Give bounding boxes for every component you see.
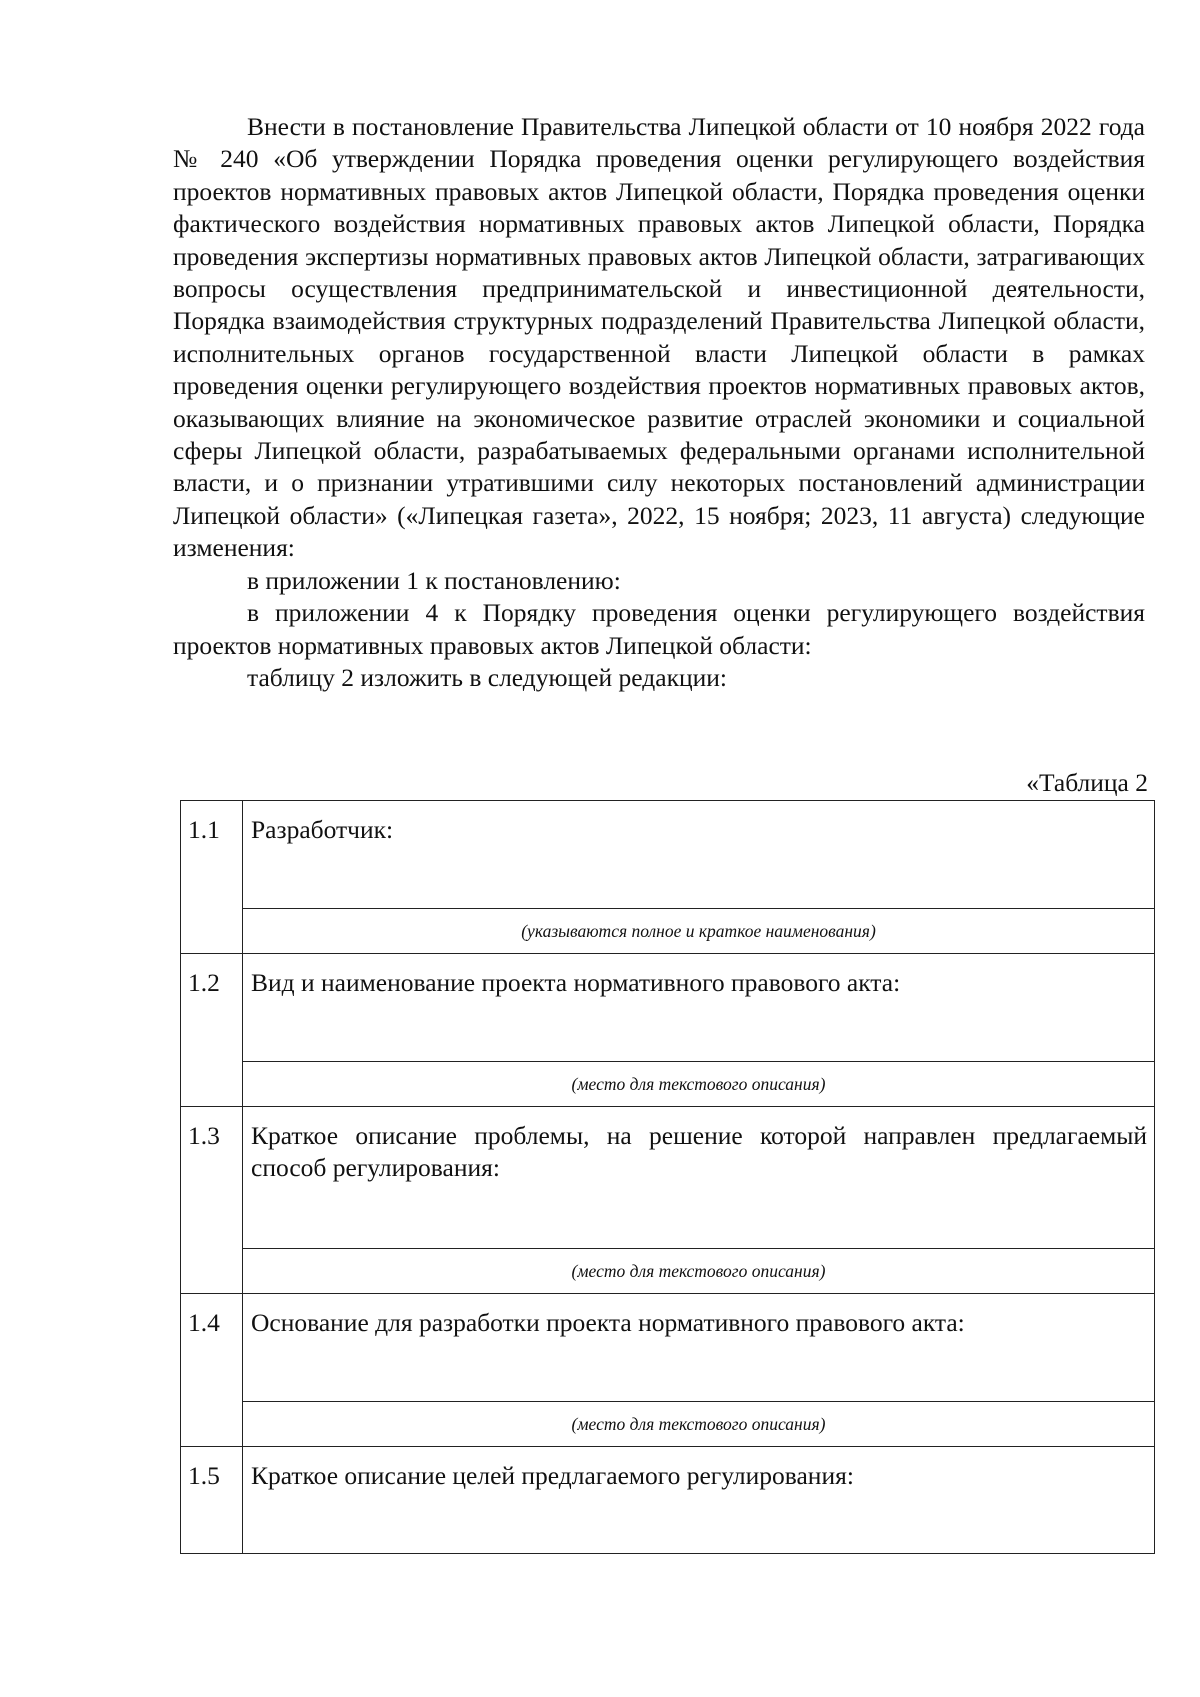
row-hint: (место для текстового описания) — [243, 1249, 1155, 1294]
annex-4-paragraph: в приложении 4 к Порядку проведения оценки регулирующего воздействия проектов нормативных правовых актов Липецкой области: — [173, 598, 1145, 660]
row-title: Краткое описание проблемы, на решение которой направлен предлагаемый способ регулирования: — [243, 1107, 1155, 1249]
row-number: 1.4 — [181, 1294, 243, 1447]
row-number: 1.2 — [181, 954, 243, 1107]
row-hint: (место для текстового описания) — [243, 1402, 1155, 1447]
row-title: Краткое описание целей предлагаемого регулирования: — [243, 1447, 1155, 1554]
row-number: 1.3 — [181, 1107, 243, 1294]
row-hint: (место для текстового описания) — [243, 1062, 1155, 1107]
form-table — [180, 800, 1155, 1554]
table-row — [181, 1447, 1155, 1554]
row-number: 1.1 — [181, 801, 243, 954]
document-body — [173, 111, 1145, 694]
table-row-hint — [181, 1249, 1155, 1294]
table-row — [181, 1107, 1155, 1249]
table-caption: «Таблица 2 — [1026, 768, 1148, 797]
row-number: 1.5 — [181, 1447, 243, 1554]
amendment-paragraph: Внести в постановление Правительства Липецкой области от 10 ноября 2022 года № 240 «Об утверждении Порядка проведения оценки регулирующего воздействия проектов нормативных правовых актов Липецкой области, Порядка проведения оценки фактического воздействия нормативных правовых актов Липецкой области, Порядка проведения экспертизы нормативных правовых актов Липецкой области, затрагивающих вопросы осуществления предпринимательской и инвестиционной деятельности, Порядка взаимодействия структурных подразделений Правительства Липецкой области, исполнительных органов государственной власти Липецкой области в рамках проведения оценки регулирующего воздействия проектов нормативных правовых актов, оказывающих влияние на экономическое развитие отраслей экономики и социальной сферы Липецкой области, разрабатываемых федеральными органами исполнительной власти, и о признании утратившими силу некоторых постановлений администрации Липецкой области» («Липецкая газета», 2022, 15 ноября; 2023, 11 августа) следующие изменения: — [173, 112, 1145, 563]
row-title: Вид и наименование проекта нормативного правового акта: — [243, 954, 1155, 1062]
table-row-hint — [181, 1062, 1155, 1107]
table-row-hint — [181, 1402, 1155, 1447]
table-instruction-paragraph: таблицу 2 изложить в следующей редакции: — [247, 662, 727, 692]
row-title: Разработчик: — [243, 801, 1155, 909]
row-title: Основание для разработки проекта нормативного правового акта: — [243, 1294, 1155, 1402]
table-row — [181, 954, 1155, 1062]
annex-1-paragraph: в приложении 1 к постановлению: — [247, 565, 621, 595]
table-row-hint — [181, 909, 1155, 954]
row-hint: (указываются полное и краткое наименования) — [243, 909, 1155, 954]
table-row — [181, 801, 1155, 909]
table-row — [181, 1294, 1155, 1402]
